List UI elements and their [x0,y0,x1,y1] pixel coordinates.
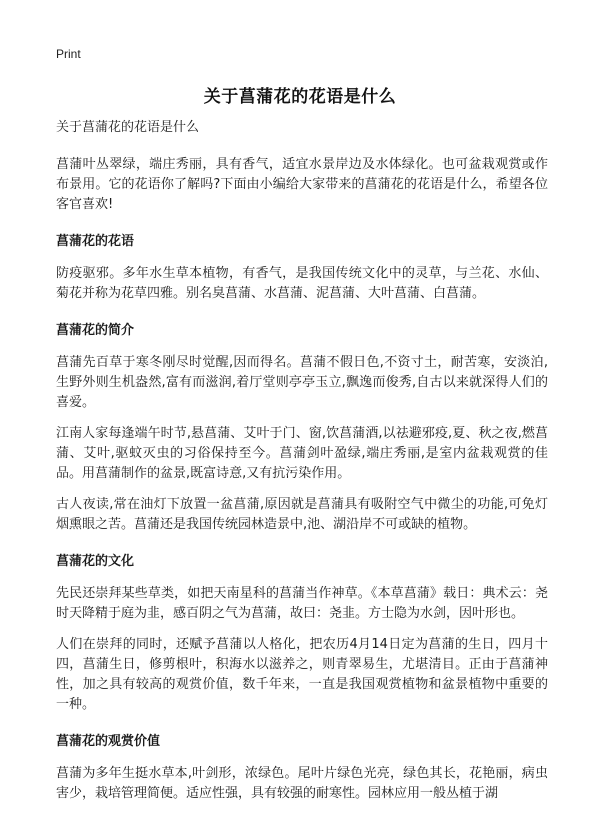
section-heading-introduction: 菖蒲花的简介 [56,323,135,338]
section-heading-culture: 菖蒲花的文化 [56,554,135,569]
paragraph: 菖蒲为多年生挺水草本,叶剑形，浓绿色。尾叶片绿色光亮，绿色其长，花艳丽，病虫害少，栽培管理简便。适应性强，具有较强的耐寒性。园林应用一般丛植于湖 [56,766,548,801]
paragraph: 先民还崇拜某些草类，如把天南星科的菖蒲当作神草。《本草菖蒲》载日：典术云：尧时天降精于庭为韭，感百阴之气为菖蒲，故曰：尧韭。方士隐为水剑，因叶形也。 [56,586,548,621]
paragraph: 江南人家每逢端午时节,悬菖蒲、艾叶于门、窗,饮菖蒲酒,以祛避邪疫,夏、秋之夜,燃菖蒲、艾叶,驱蚊灭虫的习俗保持至今。菖蒲剑叶盈绿,端庄秀丽,是室内盆栽观赏的佳品。用菖蒲制作的盆景,既富诗意,又有抗污染作用。 [56,426,548,481]
print-link[interactable]: Print [56,47,81,61]
paragraph: 人们在崇拜的同时，还赋予菖蒲以人格化，把农历4月14日定为菖蒲的生日，四月十四，菖蒲生日，修剪根叶，积海水以滋养之，则青翠易生，尤堪清目。正由于菖蒲神性，加之具有较高的观赏价值，数千年来，一直是我国观赏植物和盆景植物中重要的一种。 [56,637,548,712]
section-heading-ornamental-value: 菖蒲花的观赏价值 [56,734,161,749]
page-title: 关于菖蒲花的花语是什么 [203,87,397,107]
article-body [56,118,548,815]
paragraph: 古人夜读,常在油灯下放置一盆菖蒲,原因就是菖蒲具有吸附空气中微尘的功能,可免灯烟熏眼之苦。菖蒲还是我国传统园林造景中,池、湖沿岸不可或缺的植物。 [56,497,548,532]
paragraph: 防疫驱邪。多年水生草本植物，有香气，是我国传统文化中的灵草，与兰花、水仙、菊花并称为花草四雅。别名臭菖蒲、水菖蒲、泥菖蒲、大叶菖蒲、白菖蒲。 [56,266,548,301]
section-heading-flower-language: 菖蒲花的花语 [56,234,135,249]
article-subtitle: 关于菖蒲花的花语是什么 [56,120,200,135]
paragraph: 菖蒲先百草于寒冬刚尽时觉醒,因而得名。菖蒲不假日色,不资寸土，耐苦寒，安淡泊,生野外则生机盎然,富有而滋润,着厅堂则亭亭玉立,飘逸而俊秀,自古以来就深得人们的喜爱。 [56,355,548,410]
intro-paragraph: 菖蒲叶丛翠绿，端庄秀丽，具有香气，适宜水景岸边及水体绿化。也可盆栽观赏或作布景用。它的花语你了解吗?下面由小编给大家带来的菖蒲花的花语是什么，希望各位客官喜欢! [56,157,548,212]
